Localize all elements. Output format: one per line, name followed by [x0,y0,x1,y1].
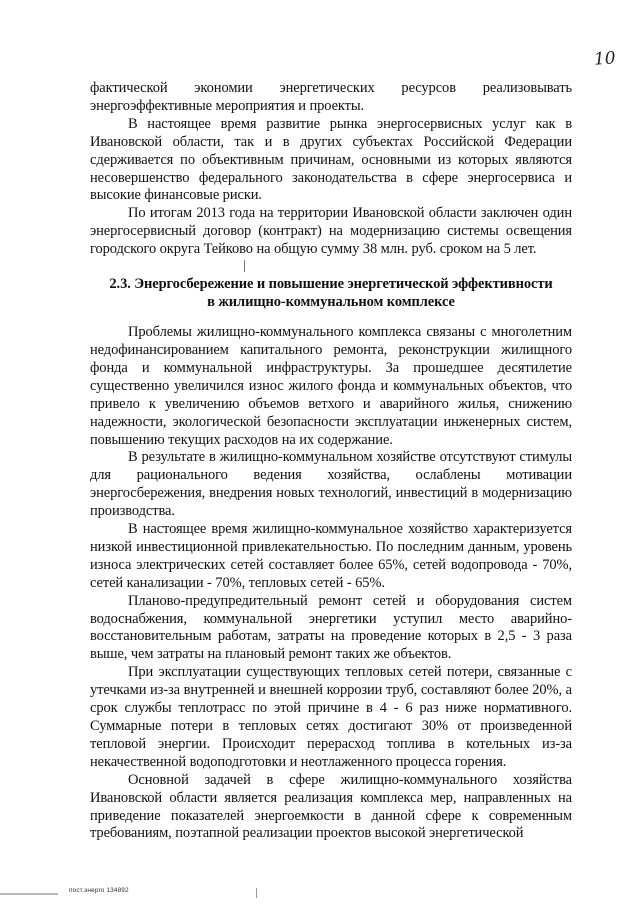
paragraph-investment-attractiveness: В настоящее время жилищно-коммунальное хозяйство характеризуется низкой инвестиционной привлекательностью. По последним данным, уровень износа электрических сетей составляет более 65%, сетей водопровода - 70%, сетей канализации - 70%, тепловых сетей - 65%. [90,521,572,591]
page-number: 10 [593,48,617,70]
paragraph-2013-results: По итогам 2013 года на территории Ивановской области заключен один энергосервисный договор (контракт) на модернизацию системы освещения городского округа Тейково на общую сумму 38 млн. руб. сроком на 5 лет. [90,205,572,258]
footer-file-label: пост.энерго 134892 [69,887,129,894]
paragraph-continuation: фактической экономии энергетических ресурсов реализовывать энергоэффективные мероприятия и проекты. [90,80,572,114]
paragraph-housing-problems: Проблемы жилищно-коммунального комплекса связаны с многолетним недофинансированием капитального ремонта, реконструкции жилищного фонда и коммунальной инфраструктуры. За прошедшее десятилетие существенно увеличился износ жилого фонда и коммунальных объектов, что привело к увеличению объемов ветхого и аварийного жилья, снижению надежности, экологической безопасности эксплуатации инженерных систем, повышению текущих расходов на их содержание. [90,324,572,448]
paragraph-energy-service-market: В настоящее время развитие рынка энергосервисных услуг как в Ивановской области, так и в других субъектах Российской Федерации сдерживается по объективным причинам, основными из которых являются несовершенство федерального законодательства в сфере энергосервиса и высокие финансовые риски. [90,115,572,204]
section-heading-line-2: в жилищно-коммунальном комплексе [207,294,455,311]
paragraph-preventive-maintenance: Планово-предупредительный ремонт сетей и оборудования систем водоснабжения, коммунальной энергетики уступил место аварийно-восстановительным работам, затраты на проведение которых в 2,5 - 3 раза выше, чем затраты на плановый ремонт таких же объектов. [90,592,572,663]
scan-artifact-mark [244,260,245,272]
document-body [90,80,572,843]
paragraph-main-task: Основной задачей в сфере жилищно-коммунального хозяйства Ивановской области является реализация комплекса мер, направленных на приведение показателей энергоемкости в данной сфере к современным требованиям, поэтапной реализации проектов высокой энергетической [90,771,572,842]
paragraph-result-incentives: В результате в жилищно-коммунальном хозяйстве отсутствуют стимулы для рационального ведения хозяйства, ослаблены мотивации энергосбережения, внедрения новых технологий, инвестиций в модернизацию производства. [90,449,572,520]
section-heading [90,275,572,311]
scan-artifact-edge [0,893,58,895]
paragraph-heat-network-losses: При эксплуатации существующих тепловых сетей потери, связанные с утечками из-за внутренней и внешней коррозии труб, составляют более 20%, а срок службы теплотрасс по этой причине в 4 - 6 раз ниже нормативного. Суммарные потери в тепловых сетях достигают 30% от произведенной тепловой энергии. Происходит перерасход топлива в котельных из-за некачественной водоподготовки и неотлаженного процесса горения. [90,664,572,770]
scan-artifact-tick [256,888,257,898]
section-heading-line-1: 2.3. Энергосбережение и повышение энергетической эффективности [109,276,553,293]
